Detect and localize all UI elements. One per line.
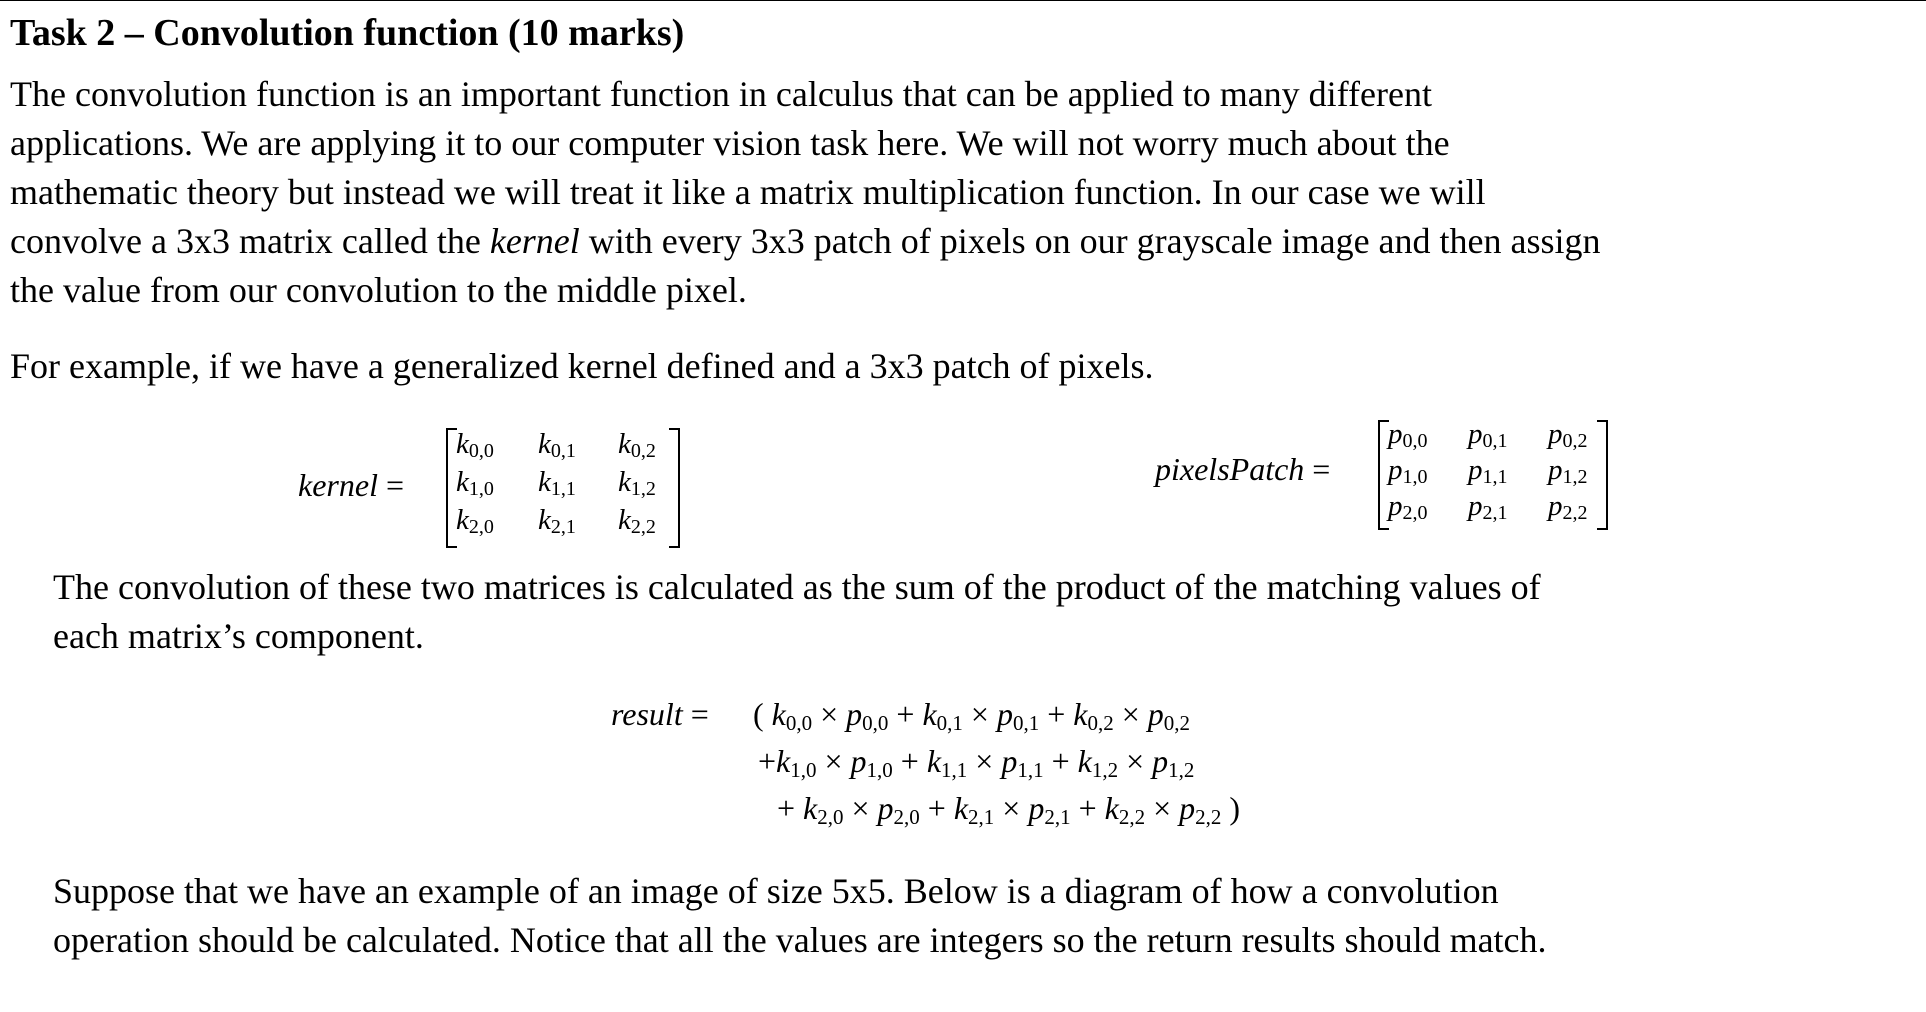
example-sentence: For example, if we have a generalized kernel defined and a 3x3 patch of pixels. <box>10 346 1154 386</box>
open-paren: ( <box>753 696 772 732</box>
matrix-index: 1,2 <box>1562 466 1588 488</box>
matrix-cell <box>456 504 494 537</box>
pixels-patch-label-text: pixelsPatch <box>1155 451 1305 487</box>
matrix-symbol: k <box>538 466 551 498</box>
kernel-index: 0,0 <box>785 711 813 735</box>
matrix-cell <box>538 466 576 499</box>
matrix-index: 1,2 <box>630 478 656 500</box>
matrix-index: 0,1 <box>1482 430 1508 452</box>
kernel-index: 2,1 <box>968 805 995 829</box>
pixel-symbol: p <box>1147 696 1164 732</box>
plus-sign: + <box>1070 790 1105 826</box>
matrix-cell <box>618 428 656 461</box>
matrix-symbol: p <box>1468 490 1483 522</box>
matrix-cell <box>456 466 494 499</box>
result-formula-line <box>753 696 1190 733</box>
matrix-index: 2,0 <box>468 516 494 538</box>
intro-paragraph <box>10 70 1601 315</box>
matrix-cell <box>1388 454 1428 487</box>
kernel-label-text: kernel <box>298 467 378 503</box>
matrix-index: 1,1 <box>550 478 576 500</box>
plus-sign: + <box>919 790 954 826</box>
result-label <box>611 696 709 733</box>
matrix-symbol: p <box>1388 454 1403 486</box>
close-paren: ) <box>1221 790 1241 826</box>
plus-sign: + <box>1043 743 1078 779</box>
kernel-index: 0,2 <box>1087 711 1114 735</box>
matrix-cell <box>1548 454 1588 487</box>
result-formula-line <box>758 743 1194 780</box>
kernel-term: kernel <box>489 221 580 261</box>
product-term <box>776 743 893 782</box>
matrix-index: 0,0 <box>1402 430 1428 452</box>
product-term <box>1073 696 1190 735</box>
matrix-symbol: k <box>538 504 551 536</box>
matrix-cell <box>618 504 656 537</box>
matrix-symbol: p <box>1548 490 1563 522</box>
kernel-symbol: k <box>953 790 969 826</box>
task-heading: Task 2 – Convolution function (10 marks) <box>10 12 685 54</box>
pixel-symbol: p <box>1179 790 1196 826</box>
kernel-index: 1,1 <box>941 758 968 782</box>
kernel-symbol: k <box>776 743 791 779</box>
convolution-paragraph <box>53 563 1541 661</box>
intro-line: mathematic theory but instead we will treat it like a matrix multiplication function. In our case we will <box>10 172 1486 212</box>
plus-sign: + <box>888 696 923 732</box>
pixel-index: 0,1 <box>1012 711 1040 735</box>
matrix-index: 1,0 <box>1402 466 1428 488</box>
kernel-symbol: k <box>1077 743 1092 779</box>
kernel-symbol: k <box>1073 696 1088 732</box>
pixel-index: 1,1 <box>1017 758 1044 782</box>
plus-sign: + <box>892 743 927 779</box>
matrix-cell <box>1548 418 1588 451</box>
kernel-matrix <box>446 428 680 548</box>
times-sign: × <box>843 790 878 826</box>
pixels-patch-label <box>1155 451 1330 488</box>
matrix-symbol: k <box>618 428 631 460</box>
matrix-symbol: p <box>1468 454 1483 486</box>
matrix-index: 1,1 <box>1482 466 1508 488</box>
matrix-index: 2,2 <box>1562 502 1588 524</box>
product-term <box>771 696 889 735</box>
equals-sign: = <box>385 467 404 503</box>
product-term <box>803 790 920 829</box>
intro-line: the value from our convolution to the middle pixel. <box>10 270 747 310</box>
matrix-cell <box>456 428 494 461</box>
kernel-index: 0,1 <box>936 711 963 735</box>
equals-sign: = <box>690 696 709 732</box>
intro-text: convolve a 3x3 matrix called the <box>10 221 490 261</box>
product-term <box>1104 790 1222 829</box>
result-label-text: result <box>611 696 683 732</box>
product-term <box>922 696 1040 735</box>
matrix-cell <box>1468 454 1508 487</box>
times-sign: × <box>994 790 1029 826</box>
pixel-symbol: p <box>1028 790 1045 826</box>
kernel-symbol: k <box>926 743 942 779</box>
kernel-symbol: k <box>771 696 786 732</box>
times-sign: × <box>812 696 847 732</box>
matrix-index: 2,1 <box>550 516 576 538</box>
matrix-symbol: p <box>1388 418 1403 450</box>
matrix-index: 0,0 <box>468 440 494 462</box>
intro-line: The convolution function is an important function in calculus that can be applied to many different <box>10 74 1432 114</box>
product-term <box>1077 743 1195 782</box>
matrix-index: 2,0 <box>1402 502 1428 524</box>
closing-line: Suppose that we have an example of an image of size 5x5. Below is a diagram of how a convolution <box>53 871 1499 911</box>
matrix-symbol: p <box>1388 490 1403 522</box>
matrix-cell <box>1388 490 1428 523</box>
times-sign: × <box>1118 743 1153 779</box>
matrix-symbol: k <box>456 504 469 536</box>
matrix-symbol: p <box>1548 454 1563 486</box>
product-term <box>953 790 1071 829</box>
matrix-symbol: k <box>618 466 631 498</box>
pixel-symbol: p <box>877 790 894 826</box>
kernel-index: 1,0 <box>790 758 817 782</box>
pixel-symbol: p <box>846 696 863 732</box>
right-bracket <box>669 428 680 548</box>
kernel-index: 2,2 <box>1118 805 1146 829</box>
kernel-symbol: k <box>803 790 818 826</box>
matrix-symbol: k <box>456 466 469 498</box>
matrix-index: 0,2 <box>630 440 656 462</box>
pixel-index: 1,2 <box>1168 758 1195 782</box>
matrix-symbol: k <box>456 428 469 460</box>
kernel-symbol: k <box>922 696 937 732</box>
pixel-symbol: p <box>850 743 867 779</box>
pixel-index: 0,2 <box>1163 711 1190 735</box>
closing-paragraph <box>53 867 1547 965</box>
times-sign: × <box>816 743 851 779</box>
matrix-cell <box>1548 490 1588 523</box>
pixels-patch-matrix <box>1378 420 1608 530</box>
pixel-symbol: p <box>1001 743 1018 779</box>
kernel-symbol: k <box>1104 790 1119 826</box>
matrix-cell <box>1468 418 1508 451</box>
pixel-index: 1,0 <box>866 758 893 782</box>
times-sign: × <box>967 743 1002 779</box>
matrix-cell <box>538 428 576 461</box>
matrix-index: 1,0 <box>468 478 494 500</box>
equals-sign: = <box>1312 451 1331 487</box>
closing-line: operation should be calculated. Notice that all the values are integers so the return results should match. <box>53 920 1547 960</box>
intro-line: applications. We are applying it to our computer vision task here. We will not worry much about the <box>10 123 1450 163</box>
times-sign: × <box>1113 696 1148 732</box>
matrix-cell <box>618 466 656 499</box>
matrix-symbol: k <box>538 428 551 460</box>
plus-sign: + <box>758 743 777 779</box>
matrix-symbol: p <box>1548 418 1563 450</box>
pixel-index: 2,0 <box>893 805 920 829</box>
times-sign: × <box>1145 790 1180 826</box>
matrix-symbol: k <box>618 504 631 536</box>
product-term <box>926 743 1044 782</box>
plus-sign: + <box>777 790 804 826</box>
pixel-symbol: p <box>1152 743 1169 779</box>
matrix-index: 2,1 <box>1482 502 1508 524</box>
kernel-label <box>298 467 404 504</box>
matrix-cell <box>1468 490 1508 523</box>
pixel-symbol: p <box>996 696 1013 732</box>
right-bracket <box>1597 420 1608 530</box>
matrix-cell <box>1388 418 1428 451</box>
result-formula-line <box>777 790 1240 827</box>
pixel-index: 2,2 <box>1195 805 1222 829</box>
pixel-index: 2,1 <box>1044 805 1071 829</box>
times-sign: × <box>962 696 997 732</box>
matrix-cell <box>538 504 576 537</box>
matrix-symbol: p <box>1468 418 1483 450</box>
matrix-index: 2,2 <box>630 516 656 538</box>
pixel-index: 0,0 <box>862 711 889 735</box>
kernel-index: 1,2 <box>1091 758 1119 782</box>
top-rule <box>0 0 1926 1</box>
convolution-line: The convolution of these two matrices is calculated as the sum of the product of the matching values of <box>53 567 1541 607</box>
plus-sign: + <box>1039 696 1074 732</box>
convolution-line: each matrix’s component. <box>53 616 424 656</box>
intro-line-kernel <box>10 217 1601 266</box>
kernel-index: 2,0 <box>817 805 844 829</box>
matrix-index: 0,2 <box>1562 430 1588 452</box>
intro-text: with every 3x3 patch of pixels on our grayscale image and then assign <box>579 221 1601 261</box>
matrix-index: 0,1 <box>550 440 576 462</box>
